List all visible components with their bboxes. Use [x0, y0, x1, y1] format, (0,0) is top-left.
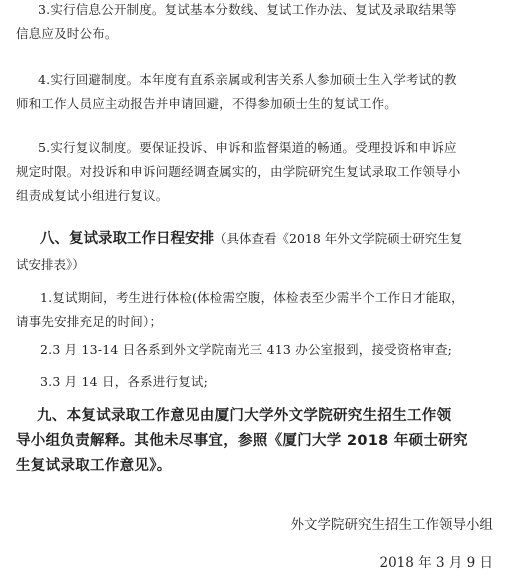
rule-item-5-line-1: 5.实行复议制度。要保证投诉、申诉和监督渠道的畅通。受理投诉和申诉应: [38, 140, 457, 155]
rule-item-3-line-2: 信息应及时公布。: [16, 26, 118, 41]
section-8-note: （具体查看《2018 年外文学院硕士研究生复: [214, 231, 463, 246]
rule-item-5: [16, 136, 461, 208]
rule-item-4: [16, 68, 457, 116]
section-8-note-continued: 试安排表》）: [16, 257, 85, 272]
rule-item-4-line-1: 4.实行回避制度。本年度有直系亲属或利害关系人参加硕士生入学考试的教: [38, 72, 457, 87]
rule-item-5-line-3: 组责成复试小组进行复议。: [16, 188, 169, 203]
signature-date: 2018 年 3 月 9 日: [379, 555, 493, 571]
rule-item-3-line-1: 3.实行信息公开制度。复试基本分数线、复试工作办法、复试及录取结果等: [38, 2, 457, 17]
signature-organization: 外文学院研究生招生工作领导小组: [290, 517, 493, 533]
schedule-item-3: 3.3 月 14 日，各系进行复试;: [40, 374, 209, 389]
section-8-heading: [16, 226, 463, 277]
rule-item-5-line-2: 规定时限。对投诉和申诉问题经调查属实的，由学院研究生复试录取工作领导小: [16, 164, 461, 179]
schedule-item-1: [16, 286, 464, 334]
section-9-line-3: 生复试录取工作意见》。: [16, 458, 172, 474]
section-9-line-2: 导小组负责解释。其他未尽事宜，参照《厦门大学 2018 年硕士研究: [16, 433, 468, 449]
schedule-item-1-line-1: 1.复试期间，考生进行体检(体检需空腹，体检表至少需半个工作日才能取，: [40, 290, 464, 305]
section-8-title: 八、复试录取工作日程安排: [40, 231, 214, 247]
rule-item-3: [16, 0, 457, 46]
rule-item-4-line-2: 师和工作人员应主动报告并申请回避，不得参加硕士生的复试工作。: [16, 96, 398, 111]
schedule-item-2: 2.3 月 13-14 日各系到外文学院南光三 413 办公室报到，接受资格审查;: [40, 342, 453, 357]
section-9-line-1: 九、本复试录取工作意见由厦门大学外文学院研究生招生工作领: [37, 408, 452, 424]
section-9: [16, 404, 468, 479]
schedule-item-1-line-2: 请事先安排充足的时间）；: [16, 314, 163, 329]
